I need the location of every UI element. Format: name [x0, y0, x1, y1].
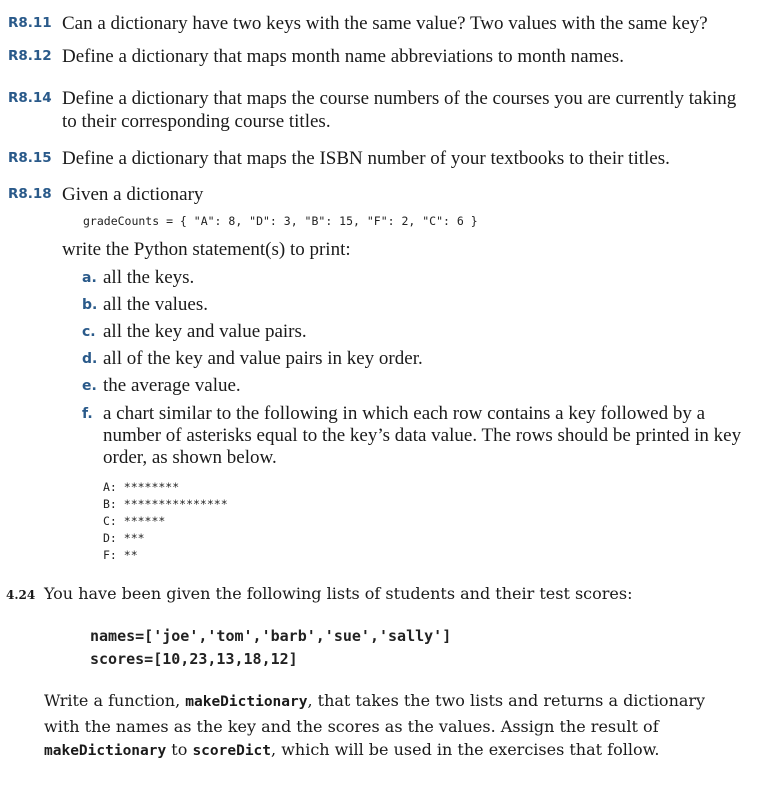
sub-item-text: all the keys.	[103, 267, 195, 288]
chart-row-a: A: ********	[103, 480, 180, 494]
exercise-text: Define a dictionary that maps the course numbers of the courses you are currently taking to their corresponding course titles.	[62, 88, 737, 132]
sub-item-letter: f.	[82, 406, 93, 422]
grade-counts-code: gradeCounts = { "A": 8, "D": 3, "B": 15, "F": 2, "C": 6 }	[83, 214, 478, 228]
sub-item-letter: e.	[82, 378, 97, 394]
exercise-number: R8.11	[8, 15, 52, 31]
sub-item-text: all the values.	[103, 294, 208, 315]
exercise-number: R8.12	[8, 48, 52, 64]
exercise-number: R8.15	[8, 150, 52, 166]
r8-18-intro: write the Python statement(s) to print:	[62, 239, 351, 260]
scores-list-code: scores=[10,23,13,18,12]	[90, 650, 298, 668]
variable-name: scoreDict	[192, 743, 272, 759]
exercise-text: Can a dictionary have two keys with the same value? Two values with the same key?	[62, 13, 708, 34]
exercise-text: Define a dictionary that maps month name abbreviations to month names.	[62, 46, 624, 67]
exercise-number: R8.18	[8, 186, 52, 202]
problem-number: 4.24	[6, 588, 36, 602]
exercise-number: R8.14	[8, 90, 52, 106]
paragraph-text: , which will be used in the exercises that follow.	[271, 740, 660, 759]
chart-row-b: B: ***************	[103, 497, 228, 511]
function-name: makeDictionary	[185, 694, 308, 710]
chart-row-d: D: ***	[103, 531, 145, 545]
sub-item-text: all of the key and value pairs in key order.	[103, 348, 423, 369]
sub-item-letter: b.	[82, 297, 98, 313]
paragraph-text: , that takes the two lists and returns a dictionary with the names as the key and the scores as the values. Assign the result of	[44, 691, 706, 736]
sub-item-text: a chart similar to the following in which each row contains a key followed by a number of asterisks equal to the key’s data value. The rows should be printed in key order, as shown below.	[103, 403, 742, 468]
problem-paragraph	[44, 689, 744, 764]
exercise-text: Given a dictionary	[62, 184, 204, 205]
sub-item-letter: d.	[82, 351, 98, 367]
sub-item-letter: a.	[82, 270, 97, 286]
chart-row-c: C: ******	[103, 514, 166, 528]
function-name: makeDictionary	[44, 743, 167, 759]
exercise-text: Define a dictionary that maps the ISBN number of your textbooks to their titles.	[62, 148, 670, 169]
chart-row-f: F: **	[103, 548, 138, 562]
sub-item-text: all the key and value pairs.	[103, 321, 307, 342]
problem-text: You have been given the following lists of students and their test scores:	[44, 584, 633, 603]
paragraph-text: Write a function,	[44, 691, 186, 710]
paragraph-text: to	[166, 740, 193, 759]
sub-item-text: the average value.	[103, 375, 241, 396]
names-list-code: names=['joe','tom','barb','sue','sally']	[90, 627, 452, 645]
sub-item-letter: c.	[82, 324, 96, 340]
